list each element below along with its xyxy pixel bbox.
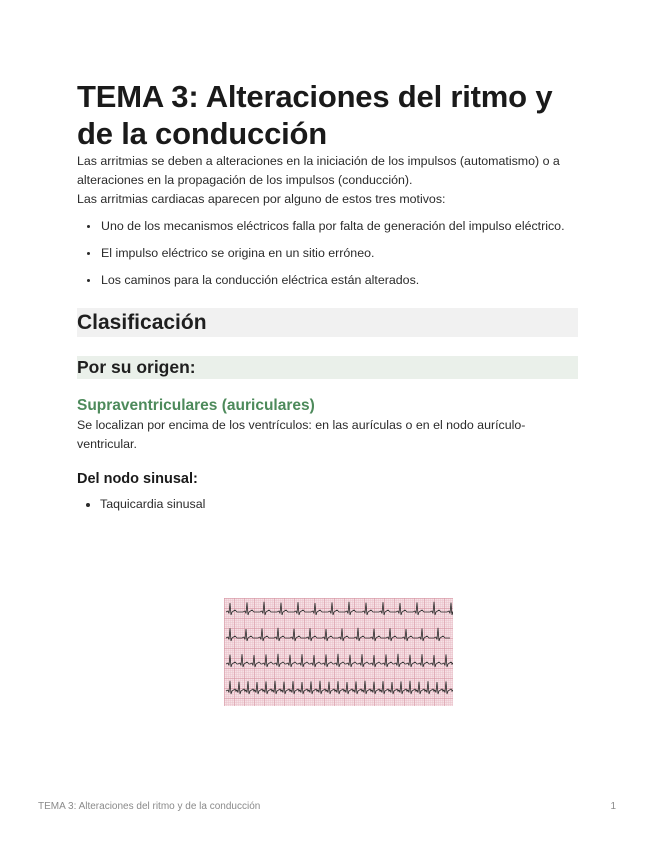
page-number: 1: [610, 801, 616, 812]
motives-list: [77, 217, 578, 290]
footer-title: TEMA 3: Alteraciones del ritmo y de la conducción: [38, 801, 261, 812]
list-item: • Uno de los mecanismos eléctricos falla por falta de generación del impulso eléctrico.: [100, 217, 578, 236]
subsection-heading-band: [77, 356, 578, 379]
document-content: [77, 78, 578, 514]
document-title: TEMA 3: Alteraciones del ritmo y de la conducción: [77, 79, 553, 151]
ecg-lead-trace: [226, 602, 453, 615]
ecg-lead-trace: [226, 628, 450, 641]
group-paragraph: Se localizan por encima de los ventrículos: en las aurículas o en el nodo aurículo-ventricular.: [77, 418, 526, 451]
motives-intro: Las arritmias cardiacas aparecen por alguno de estos tres motivos:: [77, 192, 446, 206]
ecg-lead-trace: [226, 654, 453, 667]
ecg-strip-image: [224, 598, 453, 706]
ecg-lead-trace: [226, 681, 453, 694]
group-heading: Supraventriculares (auriculares): [77, 397, 315, 414]
list-item: • Los caminos para la conducción eléctrica están alterados.: [100, 271, 578, 290]
sinus-list: [77, 495, 578, 514]
list-item: • El impulso eléctrico se origina en un sitio erróneo.: [100, 244, 578, 263]
section-heading: Clasificación: [77, 311, 207, 334]
intro-paragraph: Las arritmias se deben a alteraciones en la iniciación de los impulsos (automatismo) o a alteraciones en la propagación de los impulsos (conducción).: [77, 154, 560, 187]
list-item: • Taquicardia sinusal: [100, 495, 578, 514]
section-heading-band: [77, 308, 578, 337]
subsection-heading: Por su origen:: [77, 357, 196, 377]
sinus-heading: Del nodo sinusal:: [77, 471, 198, 487]
ecg-trace: [224, 598, 453, 706]
